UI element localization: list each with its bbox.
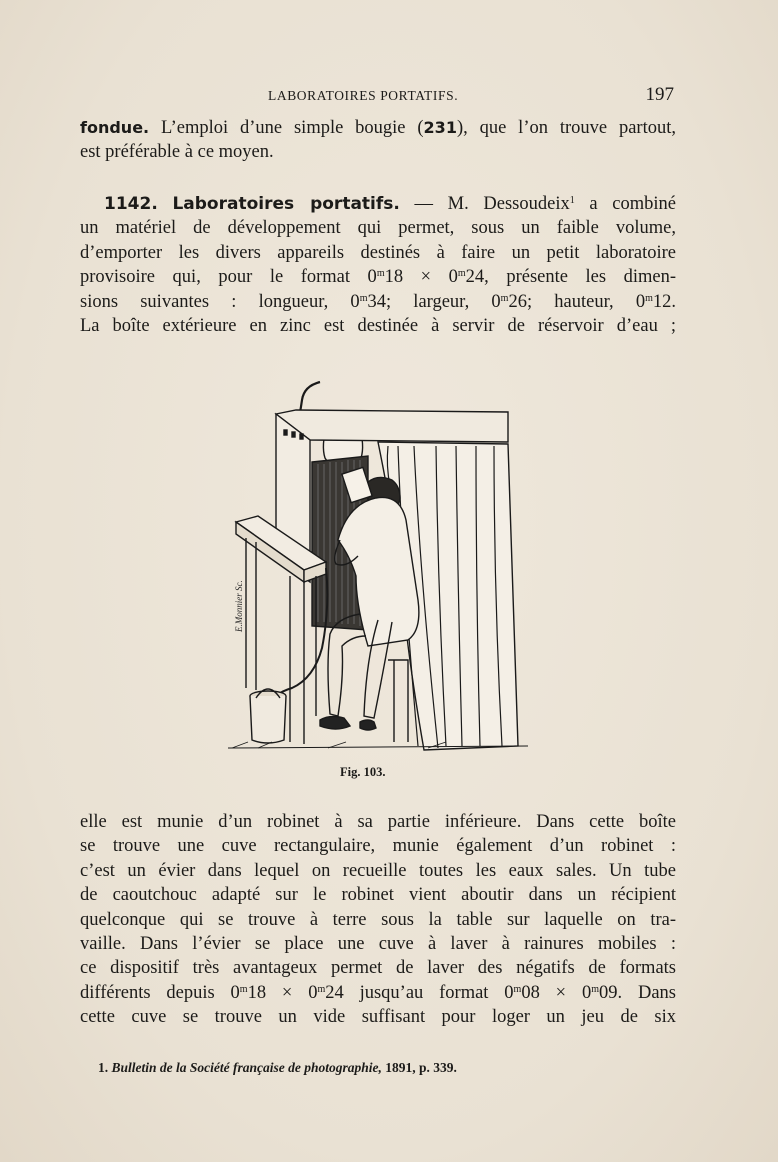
paragraph-continuation: [80, 116, 676, 165]
text-line: La boîte extérieure en zinc est destinée à servir de réservoir d’eau ;: [80, 315, 676, 336]
text-line: sions suivantes : longueur, 0$^m$34; largeur, 0$^m$26; hauteur, 0$^m$12.: [80, 291, 676, 312]
text-line: quelconque qui se trouve à terre sous la table sur laquelle on tra-: [80, 909, 676, 930]
section-title: Laboratoires portatifs.: [172, 194, 400, 214]
text-line: fondue. L’emploi d’une simple bougie (231), que l’on trouve partout,: [80, 118, 676, 138]
text-line: un matériel de développement qui permet, sous un faible volume,: [80, 218, 676, 239]
footnote: 1. Bulletin de la Société française de photographie, 1891, p. 339.: [98, 1060, 457, 1075]
text-line: ce dispositif très avantageux permet de laver des négatifs de formats: [80, 958, 676, 979]
text-line: se trouve une cuve rectangulaire, munie également d’un robinet :: [80, 836, 676, 857]
text-line: c’est un évier dans lequel on recueille toutes les eaux sales. Un tube: [80, 860, 676, 881]
paragraph-after-figure: [80, 810, 676, 1030]
section-heading-line: 1142. Laboratoires portatifs. — M. Dessoudeix$^1$ a combiné: [104, 194, 676, 214]
figure-103-illustration: [228, 370, 538, 754]
section-number: 1142.: [104, 194, 158, 214]
footnote-journal-title: Bulletin de la Société française de photographie,: [111, 1060, 382, 1075]
engraver-signature: E.Monnier Sc.: [234, 580, 244, 632]
text-line: de caoutchouc adapté sur le robinet vient aboutir dans un récipient: [80, 885, 676, 906]
section-1142: [80, 192, 676, 338]
cross-reference: 231: [423, 118, 457, 137]
text-line: elle est munie d’un robinet à sa partie inférieure. Dans cette boîte: [80, 812, 676, 832]
running-title: LABORATOIRES PORTATIFS.: [268, 88, 459, 103]
portable-laboratory-engraving: [228, 370, 538, 754]
text-line: vaille. Dans l’évier se place une cuve à laver à rainures mobiles :: [80, 933, 676, 954]
text-line: cette cuve se trouve un vide suffisant pour loger un jeu de six: [80, 1007, 676, 1028]
bold-word: fondue.: [80, 118, 150, 137]
text-line: provisoire qui, pour le format $0^m18 \times 0^m24$, présente les dimen-: [80, 267, 676, 288]
figure-caption: Fig. 103.: [340, 765, 386, 779]
page-number: 197: [645, 84, 674, 105]
footnote-marker: 1: [569, 195, 575, 206]
text-line: d’emporter les divers appareils destinés à faire un petit laboratoire: [80, 242, 676, 263]
page-header: [80, 86, 676, 110]
text-line: est préférable à ce moyen.: [80, 142, 274, 163]
text-line: différents depuis $0^m18 \times 0^m24$ jusqu’au format $0^m08 \times 0^m09$. Dans: [80, 982, 676, 1003]
